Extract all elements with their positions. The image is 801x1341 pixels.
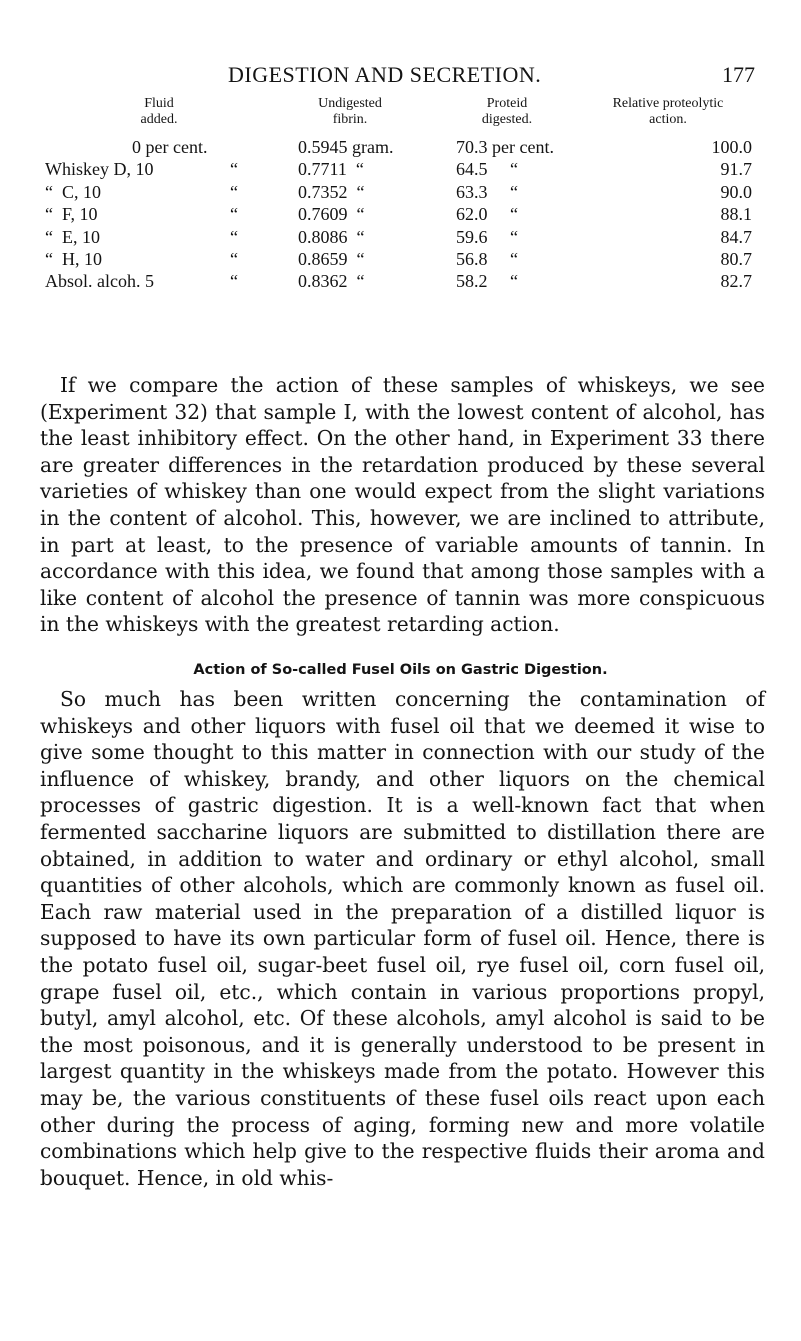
paragraph-whiskey-comparison: If we compare the action of these samples of whiskeys, we see (Experiment 32) that sample I, with the lowest content of alcohol, has the least inhibitory effect. On the other hand, in Experiment 33 there are greater differences in the retardation produced by these several varieties of whiskey than one would expect from the slight variations in the content of alcohol. This, however, we are inclined to attribute, in part at least, to the presence of variable amounts of tannin. In accordance with this idea, we found that among those samples with a like content of alcohol the presence of tannin was more conspicuous in the whiskeys with the greatest retarding action. <box>40 373 765 637</box>
fluid-cell: “ H, 10 <box>45 248 102 269</box>
table-row <box>0 181 801 203</box>
fibrin-cell: 0.7352 “ <box>298 181 365 202</box>
table-row <box>0 203 801 225</box>
fluid-cell: “ F, 10 <box>45 204 98 225</box>
proteid-cell: 58.2 “ <box>456 271 518 292</box>
fibrin-cell: 0.8659 “ <box>298 248 365 269</box>
fibrin-cell: 0.7609 “ <box>298 204 365 225</box>
ditto-cell: “ <box>230 181 238 202</box>
running-head: DIGESTION AND SECRETION. <box>228 62 542 87</box>
paragraph-fusel-oil: So much has been written concerning the contamination of whiskeys and other liquors with fusel oil that we deemed it wise to give some thought to this matter in connection with our study of the influence of whiskey, brandy, and other liquors on the chemical processes of gastric digestion. It is a well-known fact that when fermented saccharine liquors are submitted to distillation there are obtained, in addition to water and ordinary or ethyl alcohol, small quantities of other alcohols, which are commonly known as fusel oil. Each raw material used in the preparation of a distilled liquor is supposed to have its own particular form of fusel oil. Hence, there is the potato fusel oil, sugar-beet fusel oil, rye fusel oil, corn fusel oil, grape fusel oil, etc., which contain in various proportions propyl, butyl, amyl alcohol, etc. Of these alcohols, amyl alcohol is said to be the most poisonous, and it is generally understood to be present in largest quantity in the whiskeys made from the potato. However this may be, the various constituents of these fusel oils react upon each other during the process of aging, forming new and more volatile combinations which help give to the respective fluids their aroma and bouquet. Hence, in old whis- <box>40 687 765 1190</box>
page-number: 177 <box>722 62 755 87</box>
fluid-cell: “ E, 10 <box>45 226 100 247</box>
proteid-cell: 56.8 “ <box>456 248 518 269</box>
fluid-cell: 0 per cent. <box>132 137 208 157</box>
fibrin-cell: 0.8362 “ <box>298 271 365 292</box>
column-header-proteid-digested: Proteid digested. <box>481 96 533 127</box>
relative-cell: 80.7 <box>720 248 752 269</box>
column-header-undigested-fibrin: Undigested fibrin. <box>318 96 382 127</box>
relative-cell: 84.7 <box>720 226 752 247</box>
fibrin-cell: 0.8086 “ <box>298 226 365 247</box>
relative-cell: 90.0 <box>720 181 752 202</box>
table-row <box>0 158 801 180</box>
proteid-cell: 59.6 “ <box>456 226 518 247</box>
fluid-cell: Whiskey D, 10 <box>45 159 154 180</box>
proteid-cell: 70.3 per cent. <box>456 137 554 157</box>
fibrin-cell: 0.5945 gram. <box>298 137 394 157</box>
proteid-cell: 64.5 “ <box>456 159 518 180</box>
relative-cell: 91.7 <box>720 159 752 180</box>
data-table <box>0 96 801 293</box>
fluid-cell: “ C, 10 <box>45 181 101 202</box>
table-row <box>0 136 801 158</box>
table-row <box>0 270 801 292</box>
column-header-fluid: Fluid added. <box>140 96 178 127</box>
page-header <box>0 62 801 92</box>
fluid-cell: Absol. alcoh. 5 <box>45 271 154 292</box>
fibrin-cell: 0.7711 “ <box>298 159 364 180</box>
relative-cell: 100.0 <box>711 137 752 157</box>
ditto-cell: “ <box>230 226 238 247</box>
table-row <box>0 226 801 248</box>
table-header <box>0 96 801 136</box>
relative-cell: 82.7 <box>720 271 752 292</box>
proteid-cell: 63.3 “ <box>456 181 518 202</box>
proteid-cell: 62.0 “ <box>456 204 518 225</box>
ditto-cell: “ <box>230 204 238 225</box>
table-row <box>0 248 801 270</box>
ditto-cell: “ <box>230 159 238 180</box>
ditto-cell: “ <box>230 248 238 269</box>
section-heading: Action of So-called Fusel Oils on Gastric Digestion. <box>193 662 608 678</box>
relative-cell: 88.1 <box>720 204 752 225</box>
ditto-cell: “ <box>230 271 238 292</box>
column-header-relative-action: Relative proteolytic action. <box>612 96 724 127</box>
